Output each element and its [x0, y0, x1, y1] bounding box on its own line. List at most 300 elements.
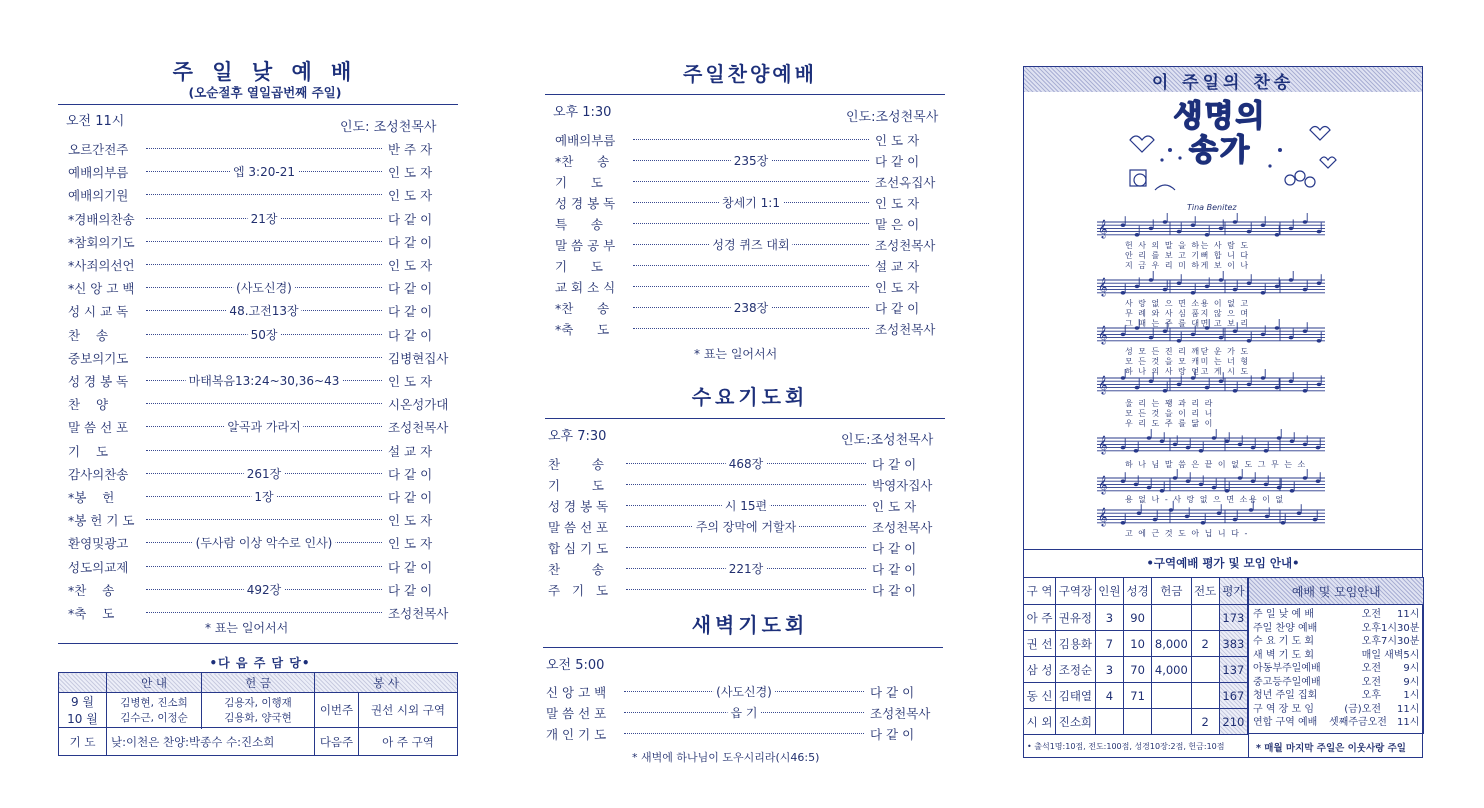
divider [545, 94, 945, 95]
meeting-row [1253, 635, 1419, 649]
district-evangelism [1191, 657, 1219, 683]
order-item-person: 인 도 자 [388, 536, 433, 552]
order-item-detail: 48.고전13장 [226, 302, 301, 319]
order-item-name: 성 시 교 독 [68, 304, 129, 320]
order-item-person: 김병현집사 [388, 350, 449, 366]
order-item-detail: 알곡과 가라지 [224, 418, 303, 435]
order-item-detail: 주의 장막에 거할자 [693, 518, 799, 535]
lyric-line: 고 에 근 것 도 아 닙 니 다 - [1125, 529, 1249, 538]
order-item-name: 성 경 봉 독 [548, 499, 609, 514]
order-item-person: 시온성가대 [388, 397, 449, 413]
district-evangelism: 2 [1191, 631, 1219, 657]
district-people [1095, 709, 1123, 735]
order-item [546, 725, 941, 745]
order-item-person: 조성천목사 [388, 606, 449, 621]
order-item-detail: 492장 [244, 581, 285, 598]
order-item-detail: 468장 [726, 455, 767, 472]
monthly-note: * 매월 마지막 주일은 이웃사랑 주일 [1256, 743, 1406, 754]
order-item-name: 찬 송 [548, 562, 604, 577]
svg-text:𝄞: 𝄞 [1098, 475, 1108, 494]
hymn-of-week-title: 이 주일의 찬송 [1151, 73, 1295, 93]
district-leader: 조정순 [1056, 657, 1096, 683]
order-item [555, 173, 945, 193]
order-item-detail: 창세기 1:1 [719, 194, 783, 211]
hymn-title-art: 생명의 송가 [1173, 99, 1267, 168]
prayer-label: 기 도 [59, 728, 107, 756]
district-header-cell: 헌금 [1152, 578, 1191, 605]
district-header-cell: 평가 [1219, 578, 1247, 605]
order-item-person: 인 도 자 [875, 196, 920, 211]
order-item-person: 인 도 자 [388, 165, 433, 181]
duty-header-offering: 헌 금 [202, 673, 315, 693]
service-leader: 인도: 조성천목사 [340, 120, 437, 135]
meeting-time: 새벽5시 [1384, 649, 1420, 661]
order-item-name: 신 앙 고 백 [546, 685, 607, 700]
order-item-name: 예배의부름 [555, 133, 616, 148]
svg-text:𝄞: 𝄞 [1098, 375, 1108, 394]
order-item [555, 236, 945, 256]
district-row [1024, 683, 1248, 709]
order-item-name: 기 도 [555, 175, 603, 190]
leader-dots [146, 612, 382, 613]
order-item-detail: 238장 [731, 299, 772, 316]
divider [1248, 734, 1249, 758]
meeting-name: 새 벽 기 도 회 [1253, 649, 1315, 661]
district-area: 권 선 [1024, 631, 1056, 657]
order-item-person: 다 같 이 [388, 466, 433, 482]
order-item [68, 465, 458, 485]
district-offering [1152, 683, 1191, 709]
meeting-when: 오전 [1361, 609, 1381, 621]
order-item-name: 예배의부름 [68, 165, 129, 181]
meeting-when: (금)오전 [1344, 703, 1381, 715]
order-item-person: 조선옥집사 [875, 175, 936, 190]
order-item-person: 다 같 이 [388, 304, 433, 320]
order-item-detail: 50장 [248, 326, 281, 343]
district-table [1023, 577, 1248, 735]
order-item-name: 개 인 기 도 [546, 727, 607, 742]
svg-text:𝄞: 𝄞 [1098, 219, 1108, 238]
meeting-time: 1시 [1403, 690, 1420, 702]
order-item-person: 인 도 자 [388, 258, 433, 273]
order-item-person: 인 도 자 [875, 280, 920, 295]
meeting-when: 오후 [1361, 636, 1381, 648]
order-item-person: 인 도 자 [388, 513, 433, 529]
district-header-cell: 구역장 [1056, 578, 1096, 605]
leader-dots [626, 484, 866, 485]
district-area: 삼 성 [1024, 657, 1056, 683]
district-leader: 진소희 [1056, 709, 1096, 735]
order-item [68, 511, 458, 531]
meeting-time: 11시 [1397, 609, 1420, 621]
order-item-person: 박영자집사 [872, 478, 933, 493]
order-item-name: 찬 송 [548, 457, 604, 472]
order-item-person: 다 같 이 [388, 281, 433, 297]
order-item-person: 조성천목사 [388, 420, 449, 436]
svg-text:𝄞: 𝄞 [1098, 507, 1108, 526]
order-item-name: *신 앙 고 백 [68, 281, 135, 297]
next-week-service: 아 주 구역 [359, 728, 458, 756]
order-item [548, 455, 943, 475]
svg-text:𝄞: 𝄞 [1098, 435, 1108, 454]
order-item [68, 534, 458, 554]
order-item-name: *봉 헌 기 도 [68, 513, 135, 529]
meeting-name: 연합 구역 예배 [1253, 717, 1318, 729]
order-item [68, 488, 458, 508]
leader-dots [146, 403, 382, 404]
order-item-name: 말 씀 선 포 [68, 420, 129, 436]
order-item-name: *봉 헌 [68, 490, 115, 505]
district-offering [1152, 605, 1191, 631]
district-evangelism [1191, 683, 1219, 709]
district-score: 383 [1219, 631, 1247, 657]
district-people: 4 [1095, 683, 1123, 709]
order-item-detail: 261장 [244, 465, 285, 482]
order-item [68, 581, 458, 601]
district-people: 3 [1095, 605, 1123, 631]
lyric-line: 우 리 도 주 를 닮 이 [1125, 419, 1214, 428]
meeting-row [1253, 676, 1419, 690]
order-item [68, 186, 458, 206]
meeting-when: 셋째주금오전 [1329, 717, 1387, 729]
order-item-person: 설 교 자 [388, 443, 433, 459]
lyric-line: 모 든 것 을 모 캐미 는 너 형 [1125, 357, 1250, 366]
dawn-footnote: * 새벽에 하나님이 도우시리라(시46:5) [632, 751, 820, 764]
meeting-time: 9시 [1403, 663, 1420, 675]
duty-header-service: 봉 사 [315, 673, 458, 693]
divider [545, 418, 945, 419]
meeting-when: 오후 [1361, 690, 1381, 702]
order-item [548, 560, 943, 580]
order-item [68, 558, 458, 578]
wednesday-title: 수요기도회 [691, 385, 809, 409]
order-item-person: 인 도 자 [872, 499, 917, 514]
order-item [555, 215, 945, 235]
leader-dots [626, 547, 866, 548]
district-score: 210 [1219, 709, 1247, 735]
leader-dots [146, 519, 382, 520]
meeting-name: 주 일 낮 예 배 [1253, 609, 1315, 621]
meeting-row [1253, 649, 1419, 663]
order-item [68, 418, 458, 438]
leader-dots [633, 286, 869, 287]
order-item-person: 다 같 이 [388, 490, 433, 505]
district-bible: 90 [1123, 605, 1151, 631]
order-item-person: 다 같 이 [388, 327, 433, 343]
meeting-when: 오전 [1361, 663, 1381, 675]
lyric-line: 무 례 와 사 심 품지 않 으 며 [1125, 309, 1250, 318]
svg-text:𝄞: 𝄞 [1098, 325, 1108, 344]
order-item-name: *찬 송 [555, 154, 610, 169]
order-item-name: 오르간전주 [68, 142, 129, 157]
order-item-name: 말 씀 공 부 [555, 238, 616, 253]
order-item-name: 중보의기도 [68, 350, 129, 366]
meeting-row [1253, 622, 1419, 636]
order-item-person: 설 교 자 [875, 259, 920, 274]
duty-table [58, 672, 458, 756]
meeting-time: 1시30분 [1381, 622, 1420, 634]
district-score: 173 [1219, 605, 1247, 631]
order-item [68, 233, 458, 253]
order-item [548, 581, 943, 601]
order-item-name: *찬 송 [68, 582, 115, 598]
order-item [68, 163, 458, 183]
district-leader: 김태열 [1056, 683, 1096, 709]
meeting-table [1248, 577, 1424, 734]
leader-dots [146, 450, 382, 451]
next-week-label: 다음주 [315, 728, 359, 756]
leader-dots [146, 357, 382, 358]
order-item-person: 다 같 이 [875, 154, 920, 169]
order-item [555, 299, 945, 319]
meeting-when: 매일 [1361, 649, 1381, 661]
order-item [555, 320, 945, 340]
order-item-person: 인 도 자 [875, 133, 920, 148]
order-item-name: 예배의기원 [68, 188, 129, 204]
district-bible: 70 [1123, 657, 1151, 683]
this-week-label: 이번주 [315, 693, 359, 728]
svg-text:𝄞: 𝄞 [1098, 277, 1108, 296]
scoring-note: • 출석1명:10점, 전도:100점, 성경10장:2점, 헌금:10점 [1027, 742, 1225, 751]
district-row [1024, 605, 1248, 631]
order-item-name: 말 씀 선 포 [546, 706, 607, 721]
order-item-name: 성 경 봉 독 [555, 196, 616, 211]
meeting-time: 11시 [1397, 717, 1420, 729]
meeting-row [1253, 689, 1419, 703]
order-item-detail: 성경 퀴즈 대회 [709, 236, 792, 253]
divider [58, 104, 458, 105]
order-item [68, 442, 458, 462]
district-people: 3 [1095, 657, 1123, 683]
order-item-name: 성도의교제 [68, 559, 129, 575]
order-item-person: 조성천목사 [875, 322, 936, 337]
order-item-person: 인 도 자 [388, 188, 433, 204]
order-item-person: 인 도 자 [388, 374, 433, 389]
order-item [548, 476, 943, 496]
order-item-person: 다 같 이 [388, 559, 433, 575]
order-item-person: 다 같 이 [872, 562, 917, 577]
order-item-detail: (두사람 이상 악수로 인사) [193, 534, 336, 551]
meeting-time: 7시30분 [1381, 636, 1420, 648]
district-leader: 김용화 [1056, 631, 1096, 657]
order-item [68, 349, 458, 369]
order-item-detail: 시 15편 [722, 497, 770, 514]
order-item-name: 주 기 도 [548, 583, 609, 598]
order-item [68, 302, 458, 322]
district-bible: 10 [1123, 631, 1151, 657]
order-item [68, 326, 458, 346]
district-evangelism [1191, 605, 1219, 631]
prayer-names: 낮:이천은 찬양:박종수 수:진소희 [107, 728, 315, 756]
leader-dots [633, 328, 869, 329]
order-item-name: 기 도 [548, 478, 604, 493]
order-item-name: *경배의찬송 [68, 211, 135, 227]
order-item-detail: (사도신경) [713, 683, 775, 700]
order-item-detail: 21장 [248, 210, 281, 227]
district-row [1024, 657, 1248, 683]
order-item-person: 다 같 이 [872, 583, 917, 598]
order-item-name: 교 회 소 식 [555, 280, 616, 295]
meeting-time: 9시 [1403, 676, 1420, 688]
order-item [555, 257, 945, 277]
district-offering: 8,000 [1152, 631, 1191, 657]
duty-header-guide: 안 내 [107, 673, 202, 693]
lyric-line: 사 랑 없 으 면 소용 이 없 고 [1125, 299, 1250, 308]
order-item-detail: 엡 3:20-21 [230, 163, 298, 180]
lyric-line: 하 나 님 말 씀 은 끝 이 없 도 그 무 는 소 [1125, 460, 1307, 469]
order-item-person: 조성천목사 [875, 238, 936, 253]
meeting-name: 중고등주일예배 [1253, 676, 1321, 688]
district-row [1024, 631, 1248, 657]
order-item-name: 환영및광고 [68, 536, 129, 552]
district-row [1024, 709, 1248, 735]
order-item [548, 518, 943, 538]
order-item-name: *축 도 [68, 606, 115, 621]
order-item-name: 말 씀 선 포 [548, 520, 609, 535]
order-item [68, 210, 458, 230]
leader-dots [626, 589, 866, 590]
order-item-name: *축 도 [555, 322, 610, 337]
leader-dots [633, 139, 869, 140]
leader-dots [146, 148, 382, 149]
order-item [555, 131, 945, 151]
order-item [548, 497, 943, 517]
order-item [555, 152, 945, 172]
meeting-header: 예배 및 모임안내 [1249, 578, 1424, 605]
order-item-detail: 235장 [731, 152, 772, 169]
order-item-person: 다 같 이 [388, 582, 433, 598]
leader-dots [146, 264, 382, 265]
lyric-line: 울 리 는 꽹 과 리 라 [1125, 399, 1214, 408]
dawn-time: 오전 5:00 [546, 658, 605, 673]
praise-service-title: 주일찬양예배 [683, 62, 817, 86]
order-item [555, 194, 945, 214]
order-item-detail: 221장 [726, 560, 767, 577]
order-item [68, 256, 458, 276]
meeting-when: 오후 [1361, 622, 1381, 634]
district-evangelism: 2 [1191, 709, 1219, 735]
order-item [548, 539, 943, 559]
leader-dots [633, 265, 869, 266]
order-item-name: 합 심 기 도 [548, 541, 609, 556]
order-item-detail: 읍 기 [728, 704, 761, 721]
praise-leader: 인도:조성천목사 [846, 110, 939, 125]
order-item-name: *사죄의선언 [68, 258, 135, 273]
this-week-service: 권선 시외 구역 [359, 693, 458, 728]
lyric-line: 그 때 는 주 를 대면 고 보 리 [1125, 319, 1250, 328]
order-item-person: 다 같 이 [870, 727, 915, 742]
district-header-cell: 구 역 [1024, 578, 1056, 605]
lyric-line: 하 나 의 사 랑 얻고 게 시 도 [1125, 367, 1250, 376]
order-item-person: 다 같 이 [875, 301, 920, 316]
lyric-line: 성 모 든 진 리 깨닫 운 가 도 [1125, 347, 1250, 356]
lyric-line: 모 든 것 을 이 리 니 [1125, 409, 1214, 418]
meeting-name: 수 요 기 도 회 [1253, 636, 1315, 648]
next-duty-title: •다 음 주 담 당• [209, 656, 311, 670]
leader-dots [146, 241, 382, 242]
lyric-line: 용 없 나 - 사 랑 없 으 면 소용 이 없 [1125, 495, 1285, 504]
meeting-when: 오전 [1361, 676, 1381, 688]
district-leader: 권유정 [1056, 605, 1096, 631]
leader-dots [146, 194, 382, 195]
order-item-name: 기 도 [68, 443, 109, 459]
district-offering: 4,000 [1152, 657, 1191, 683]
district-area: 동 신 [1024, 683, 1056, 709]
order-item-person: 다 같 이 [388, 211, 433, 227]
lyric-line: 지 금 우 리 미 하게 보 이 나 [1125, 261, 1250, 270]
district-score: 167 [1219, 683, 1247, 709]
district-score: 137 [1219, 657, 1247, 683]
order-item-person: 조성천목사 [870, 706, 931, 721]
district-offering [1152, 709, 1191, 735]
district-bible [1123, 709, 1151, 735]
meeting-name: 주일 찬양 예배 [1253, 622, 1318, 634]
leader-dots [633, 223, 869, 224]
order-item-person: 조성천목사 [872, 520, 933, 535]
leader-dots [633, 181, 869, 182]
lyric-line: 안 리 를 보 고 기뻐 합 니 다 [1125, 251, 1250, 260]
order-item-name: 성 경 봉 독 [68, 374, 129, 389]
lyric-line: 헌 사 의 말 을 하는 사 람 도 [1125, 241, 1250, 250]
order-item-name: 기 도 [555, 259, 603, 274]
order-item-name: 특 송 [555, 217, 603, 232]
district-people: 7 [1095, 631, 1123, 657]
meeting-row [1253, 716, 1419, 730]
order-item-person: 다 같 이 [388, 234, 433, 250]
order-item-name: 감사의찬송 [68, 466, 129, 482]
order-item-person: 다 같 이 [872, 541, 917, 556]
composer: Tina Benitez [1187, 203, 1237, 212]
meeting-name: 아동부주일예배 [1253, 663, 1321, 675]
order-item-name: 찬 양 [68, 397, 109, 413]
meeting-row [1253, 662, 1419, 676]
duty-offering-names: 김용자, 이행재 김용화, 양국현 [202, 693, 315, 728]
divider [58, 643, 458, 644]
leader-dots [146, 566, 382, 567]
dawn-title: 새벽기도회 [691, 613, 809, 637]
order-item [68, 395, 458, 415]
meeting-time: 11시 [1397, 703, 1420, 715]
meeting-list [1253, 608, 1419, 730]
order-item-person: 반 주 자 [388, 142, 433, 157]
order-item-detail: 1장 [251, 488, 276, 505]
district-header-cell: 전도 [1191, 578, 1219, 605]
order-item [546, 704, 941, 724]
order-item [68, 140, 458, 160]
divider [1023, 549, 1423, 550]
district-table-title: •구역예배 평가 및 모임 안내• [1146, 556, 1300, 570]
district-header-cell: 성경 [1123, 578, 1151, 605]
order-item-detail: 마태복음13:24~30,36~43 [186, 372, 343, 389]
order-item [555, 278, 945, 298]
order-item-person: 맡 은 이 [875, 217, 920, 232]
meeting-name: 청년 주일 집회 [1253, 690, 1318, 702]
district-area: 아 주 [1024, 605, 1056, 631]
duty-month: 9 월 10 월 [59, 693, 107, 728]
service-time: 오전 11시 [66, 114, 125, 129]
order-item-person: 다 같 이 [872, 457, 917, 472]
sunday-service-subtitle: (오순절후 열일곱번째 주일) [188, 85, 342, 100]
meeting-row [1253, 703, 1419, 717]
district-bible: 71 [1123, 683, 1151, 709]
district-header-cell: 인원 [1095, 578, 1123, 605]
hymn-decoration-icon [1110, 110, 1350, 200]
meeting-name: 구 역 장 모 임 [1253, 703, 1315, 715]
praise-time: 오후 1:30 [553, 105, 612, 120]
leader-dots [624, 733, 864, 734]
meeting-row [1253, 608, 1419, 622]
order-item-name: 찬 송 [68, 327, 109, 343]
